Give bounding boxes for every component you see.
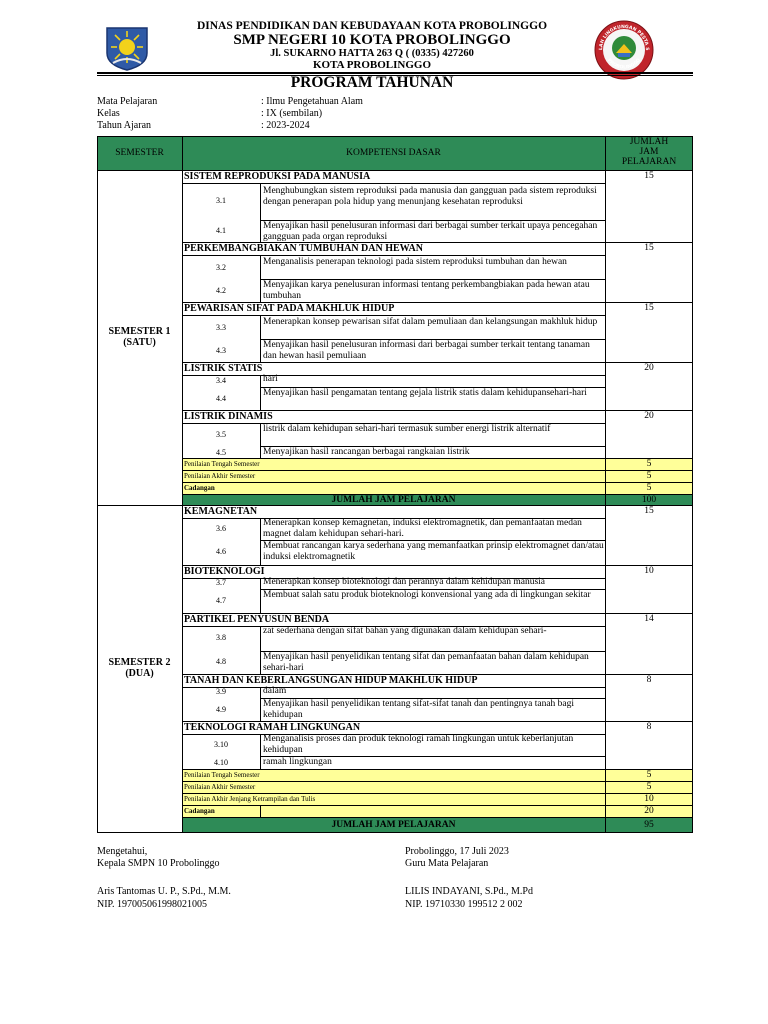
row-divider — [260, 540, 605, 541]
kd-description: Menerapkan konsep bioteknologi dan perannya dalam kehidupan manusia — [263, 577, 546, 587]
row-divider — [260, 589, 605, 590]
principal-title: Kepala SMPN 10 Probolinggo — [97, 858, 220, 869]
column-divider — [260, 578, 261, 613]
topic-hours: 8 — [646, 722, 652, 732]
kd-code: 3.6 — [216, 524, 226, 533]
header-semester: SEMESTER — [115, 148, 164, 158]
kd-code: 3.7 — [216, 578, 226, 587]
row-divider — [182, 734, 605, 735]
row-divider — [182, 315, 605, 316]
row-divider — [182, 302, 693, 303]
teacher-nip: NIP. 19710330 199512 2 002 — [405, 899, 523, 910]
topic-title: PARTIKEL PENYUSUN BENDA — [182, 613, 605, 626]
topic-hours: 8 — [646, 675, 652, 685]
total-label: JUMLAH JAM PELAJARAN — [331, 820, 456, 830]
kd-description: dalam — [263, 686, 287, 696]
subject-label: Mata Pelajaran — [97, 96, 158, 107]
topic-title: SISTEM REPRODUKSI PADA MANUSIA — [182, 170, 605, 183]
topic-hours: 20 — [644, 363, 654, 373]
place-date: Probolinggo, 17 Juli 2023 — [405, 846, 509, 857]
school-city: KOTA PROBOLINGGO — [312, 59, 432, 71]
row-divider — [260, 756, 605, 757]
row-divider — [260, 339, 605, 340]
column-divider — [260, 518, 261, 565]
row-divider — [260, 698, 605, 699]
row-divider — [182, 375, 605, 376]
kd-code: 3.4 — [216, 376, 226, 385]
row-divider — [182, 362, 693, 363]
year-label: Tahun Ajaran — [97, 120, 152, 131]
school-address: Jl. SUKARNO HATTA 263 Q ( (0335) 427260 — [270, 48, 474, 59]
row-divider — [182, 626, 605, 627]
class-value: : IX (sembilan) — [261, 108, 323, 119]
assessment-value: 20 — [644, 806, 654, 816]
assessment-value: 10 — [644, 794, 654, 804]
header-kompetensi-dasar: KOMPETENSI DASAR — [346, 148, 441, 158]
kd-code: 3.8 — [216, 633, 226, 642]
topic-title: BIOTEKNOLOGI — [182, 565, 605, 578]
topic-title: TANAH DAN KEBERLANGSUNGAN HIDUP MAKHLUK HIDUP — [182, 674, 605, 687]
kd-description: ramah lingkungan — [263, 757, 332, 767]
kd-code: 4.3 — [216, 346, 226, 355]
assessment-label: Penilaian Tengah Semester — [184, 771, 260, 779]
kd-description: Menyajikan hasil penelusuran informasi dari berbagai sumber terkait tentang tanaman dan hewan hasil pemuliaan — [263, 340, 590, 361]
kd-code: 4.9 — [216, 705, 226, 714]
assessment-value: 5 — [646, 459, 652, 469]
column-divider — [260, 183, 261, 242]
program-table — [97, 136, 693, 833]
kd-code: 4.1 — [216, 226, 226, 235]
row-divider — [182, 721, 693, 722]
row-divider — [260, 387, 605, 388]
topic-title: LISTRIK DINAMIS — [182, 410, 605, 423]
assessment-value: 5 — [646, 483, 652, 493]
kd-code: 3.9 — [216, 687, 226, 696]
kd-description: hari — [263, 374, 278, 384]
assessment-label: Penilaian Tengah Semester — [184, 460, 260, 468]
kd-code: 3.5 — [216, 430, 226, 439]
city-emblem-logo — [104, 25, 150, 71]
assessment-label: Penilaian Akhir Semester — [184, 783, 256, 791]
kd-description: Menganalisis penerapan teknologi pada sistem reproduksi tumbuhan dan hewan — [263, 257, 567, 267]
topic-hours: 15 — [644, 303, 654, 313]
school-logo-text: LAH LINGKUNGAN PESTA S — [598, 24, 650, 51]
topic-title: LISTRIK STATIS — [182, 362, 605, 375]
kd-description: Menyajikan hasil rancangan berbagai rangkaian listrik — [263, 447, 470, 457]
header-jam-line2: JAM — [639, 147, 659, 157]
row-divider — [182, 518, 605, 519]
kd-description: Membuat rancangan karya sederhana yang memanfaatkan prinsip elektromagnet dan/atau induksi elektromagnetik — [263, 541, 604, 562]
column-divider — [605, 136, 606, 833]
kd-description: Menyajikan hasil penyelidikan tentang sifat-sifat tanah dan pentingnya tanah bagi kehidupan — [263, 699, 575, 720]
assessment-label: Cadangan — [184, 807, 215, 815]
kd-code: 4.4 — [216, 394, 226, 403]
kd-description: Menerapkan konsep kemagnetan, induksi elektromagnetik, dan pemanfaatan medan magnet dalam kehidupan sehari-hari. — [263, 518, 582, 539]
teacher-title: Guru Mata Pelajaran — [405, 858, 489, 869]
row-divider — [260, 279, 605, 280]
kd-description: zat sederhana dengan sifat bahan yang digunakan dalam kehidupan sehari- — [263, 626, 547, 636]
principal-nip: NIP. 197005061998021005 — [97, 899, 208, 910]
row-divider — [97, 505, 693, 506]
kd-description: Menyajikan hasil penelusuran informasi dari berbagai sumber terkait upaya pencegahan gangguan pada organ reproduksi — [263, 221, 598, 242]
assessment-label: Penilaian Akhir Semester — [184, 472, 256, 480]
row-divider — [182, 242, 693, 243]
topic-hours: 10 — [644, 566, 654, 576]
row-divider — [182, 578, 605, 579]
assessment-value: 5 — [646, 471, 652, 481]
total-value: 95 — [644, 820, 654, 830]
document-title: PROGRAM TAHUNAN — [290, 74, 454, 91]
kd-code: 4.7 — [216, 596, 226, 605]
row-divider — [182, 565, 693, 566]
topic-hours: 20 — [644, 411, 654, 421]
column-divider — [260, 805, 261, 817]
semester-2-sublabel: (DUA) — [125, 668, 154, 679]
kd-code: 4.2 — [216, 286, 226, 295]
semester-1-label: SEMESTER 1 — [108, 326, 171, 337]
kd-code: 3.3 — [216, 323, 226, 332]
row-divider — [260, 651, 605, 652]
row-divider — [182, 613, 693, 614]
row-divider — [182, 183, 605, 184]
row-divider — [260, 220, 605, 221]
topic-hours: 15 — [644, 243, 654, 253]
kd-description: Menerapkan konsep pewarisan sifat dalam pemuliaan dan kelangsungan makhluk hidup — [263, 317, 598, 327]
teacher-name: LILIS INDAYANI, S.Pd., M.Pd — [405, 886, 533, 897]
topic-hours: 14 — [644, 614, 654, 624]
kd-code: 4.5 — [216, 448, 226, 457]
kd-description: Membuat salah satu produk bioteknologi konvensional yang ada di lingkungan sekitar — [263, 590, 591, 600]
topic-title: PEWARISAN SIFAT PADA MAKHLUK HIDUP — [182, 302, 605, 315]
column-divider — [260, 687, 261, 721]
topic-hours: 15 — [644, 171, 654, 181]
year-value: : 2023-2024 — [261, 120, 310, 131]
row-divider — [182, 255, 605, 256]
topic-title: KEMAGNETAN — [182, 505, 605, 518]
row-divider — [182, 687, 605, 688]
topic-title: PERKEMBANGBIAKAN TUMBUHAN DAN HEWAN — [182, 242, 605, 255]
assessment-value: 5 — [646, 782, 652, 792]
school-logo-bottom-text: PROBOLINGGO — [606, 58, 642, 71]
kd-code: 3.10 — [214, 740, 228, 749]
assessment-label: Cadangan — [184, 484, 215, 492]
kd-code: 4.8 — [216, 657, 226, 666]
topic-title: TEKNOLOGI RAMAH LINGKUNGAN — [182, 721, 605, 734]
column-divider — [260, 734, 261, 769]
class-label: Kelas — [97, 108, 120, 119]
subject-value: : Ilmu Pengetahuan Alam — [261, 96, 363, 107]
kd-description: Menganalisis proses dan produk teknologi ramah lingkungan untuk keberlanjutan kehidupan — [263, 734, 574, 755]
kd-description: Menyajikan karya penelusuran informasi tentang perkembangbiakan pada hewan atau tumbuhan — [263, 280, 590, 301]
total-value: 100 — [641, 495, 657, 505]
semester-2-label: SEMESTER 2 — [108, 657, 171, 668]
assessment-value: 5 — [646, 770, 652, 780]
kd-code: 3.1 — [216, 196, 226, 205]
column-divider — [182, 136, 183, 833]
row-divider — [182, 674, 693, 675]
header-jam-line1: JUMLAH — [629, 137, 669, 147]
row-divider — [182, 423, 605, 424]
assessment-label: Penilaian Akhir Jenjang Ketrampilan dan Tulis — [184, 795, 316, 803]
row-divider — [182, 410, 693, 411]
kd-description: Menyajikan hasil pengamatan tentang gejala listrik statis dalam kehidupansehari-hari — [263, 388, 587, 398]
semester-1-sublabel: (SATU) — [123, 337, 156, 348]
topic-hours: 15 — [644, 506, 654, 516]
total-label: JUMLAH JAM PELAJARAN — [331, 495, 456, 505]
header-jam-line3: PELAJARAN — [621, 157, 677, 167]
office-name: DINAS PENDIDIKAN DAN KEBUDAYAAN KOTA PROBOLINGGO — [196, 20, 548, 32]
column-divider — [260, 423, 261, 458]
table-border — [97, 136, 693, 833]
principal-name: Aris Tantomas U. P., S.Pd., M.M. — [97, 886, 231, 897]
approval-label: Mengetahui, — [97, 846, 148, 857]
kd-code: 4.10 — [214, 758, 228, 767]
school-name: SMP NEGERI 10 KOTA PROBOLINGGO — [233, 32, 511, 48]
row-divider — [97, 170, 693, 171]
column-divider — [260, 626, 261, 674]
kd-code: 3.2 — [216, 263, 226, 272]
kd-description: Menghubungkan sistem reproduksi pada manusia dan gangguan pada sistem reproduksi dengan penerapan pola hidup yang menunjang kesehatan reproduksi — [263, 186, 597, 207]
kd-description: Menyajikan hasil penyelidikan tentang sifat dan pemanfaatan bahan dalam kehidupan sehari-hari — [263, 652, 589, 673]
kd-code: 4.6 — [216, 547, 226, 556]
kd-description: listrik dalam kehidupan sehari-hari termasuk sumber energi listrik alternatif — [263, 424, 551, 434]
row-divider — [260, 446, 605, 447]
column-divider — [260, 375, 261, 410]
